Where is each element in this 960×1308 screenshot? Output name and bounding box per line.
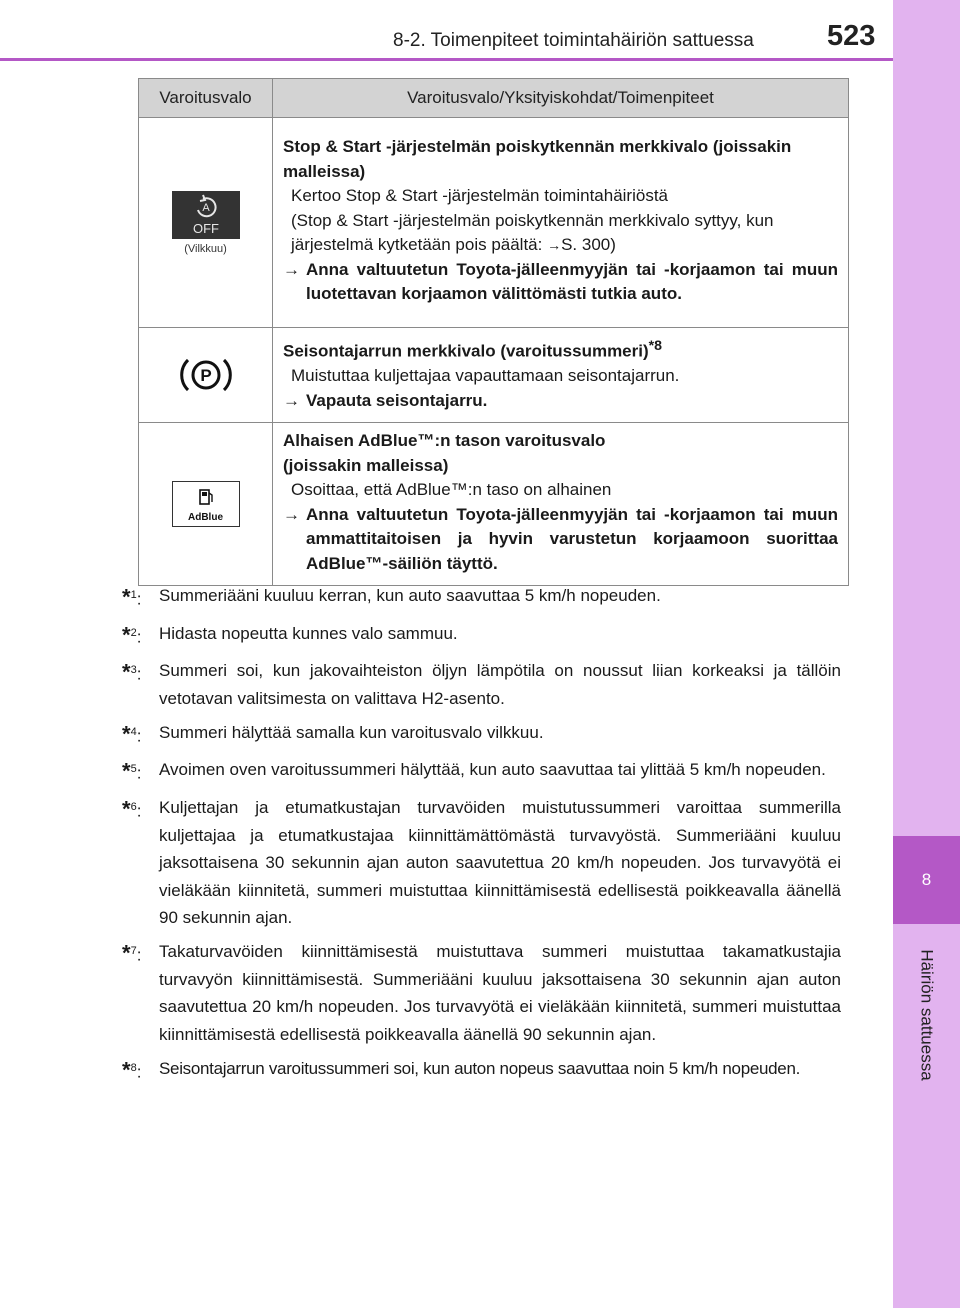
warning-light-table xyxy=(138,78,849,586)
footnote-marker: *$^1$: xyxy=(122,584,142,610)
description-cell xyxy=(273,423,849,586)
chapter-number-box xyxy=(893,836,960,924)
stop-start-off-label: OFF xyxy=(192,220,219,236)
footnote-text: Summeri soi, kun jakovaihteiston öljyn lämpötila on noussut liian korkeaksi ja tällöin vetotavan valitsimesta on valittava H2-asento. xyxy=(159,661,841,708)
footnote-text: Summeri hälyttää samalla kun varoitusvalo vilkkuu. xyxy=(159,722,544,742)
parking-brake-icon xyxy=(173,354,239,396)
footnote xyxy=(122,719,841,750)
row-action xyxy=(283,389,838,414)
description-cell xyxy=(273,118,849,328)
row-body: Muistuttaa kuljettajaa vapauttamaan seisontajarrun. xyxy=(291,366,680,386)
action-arrow-icon: → xyxy=(283,504,300,524)
footnote-marker: *$^7$: xyxy=(122,940,142,966)
action-text: Anna valtuutetun Toyota-jälleenmyyjän tai -korjaamon tai muun luotettavan korjaamon välittömästi tutkia auto. xyxy=(306,259,838,304)
footnote-marker: *$^5$: xyxy=(122,759,142,785)
footnote xyxy=(122,938,841,1048)
row-title-text: Seisontajarrun merkkivalo (varoitussummeri) xyxy=(283,341,649,361)
chapter-title-area xyxy=(893,930,960,1100)
icon-cell xyxy=(139,328,273,423)
fuel-pump-icon xyxy=(173,482,239,512)
footnote-text: Seisontajarrun varoitussummeri soi, kun auton nopeus saavuttaa noin 5 km/h nopeuden. xyxy=(159,1058,801,1078)
side-tab-band xyxy=(893,0,960,1308)
icon-note: (Vilkkuu) xyxy=(184,242,227,255)
footnote-marker: *$^2$: xyxy=(122,622,142,648)
parking-brake-letter: P xyxy=(199,366,212,386)
footnote xyxy=(122,582,841,613)
footnote xyxy=(122,1055,841,1086)
chapter-number: 8 xyxy=(921,870,932,889)
table-row xyxy=(139,118,849,328)
footnote-text: Summeriääni kuuluu kerran, kun auto saavuttaa 5 km/h nopeuden. xyxy=(159,586,661,605)
action-text: Anna valtuutetun Toyota-jälleenmyyjän tai -korjaamon tai muun ammattitaitoisen ja hyvin varustetun korjaamoon suorittaa AdBlue™-säiliön täyttö. xyxy=(306,504,838,573)
row-title: Alhaisen AdBlue™:n tason varoitusvalo xyxy=(283,431,606,451)
action-arrow-icon: → xyxy=(283,390,300,410)
page-reference: S. 300) xyxy=(561,235,616,255)
table-header-light: Varoitusvalo xyxy=(139,79,273,118)
adblue-level-icon xyxy=(172,481,240,527)
page-number: 523 xyxy=(827,20,876,52)
footnote-marker: *$^6$: xyxy=(122,796,142,822)
description-cell xyxy=(273,328,849,423)
footnote xyxy=(122,756,841,787)
icon-cell xyxy=(139,118,273,328)
footnotes xyxy=(122,582,841,1092)
footnote-marker: *$^8$: xyxy=(122,1057,142,1083)
header-divider xyxy=(0,58,893,61)
stop-start-off-icon-graphic xyxy=(172,191,240,239)
table-row xyxy=(139,423,849,586)
action-text: Vapauta seisontajarru. xyxy=(306,390,488,410)
footnote-text: Avoimen oven varoitussummeri hälyttää, kun auto saavuttaa tai ylittää 5 km/h nopeuden. xyxy=(159,760,826,780)
table-row xyxy=(139,328,849,423)
footnote-ref-number: 8 xyxy=(654,338,663,354)
chapter-title: Häiriön sattuessa xyxy=(917,949,937,1081)
row-title xyxy=(283,334,838,364)
footnote-text: Kuljettajan ja etumatkustajan turvavöiden muistutussummeri varoittaa summerilla kuljettajaa ja etumatkustajaa kiinnittämättömästä turvavyöstä. Summeriääni kuuluu jaksottaisena 30 sekunnin ajan auton saavutettua 20 km/h nopeuden. Jos turvavyötä ei vieläkään kiinnitetä, summeri muistuttaa kiinnittämisestä edellisestä poikkeavalla äänellä 90 sekunnin ajan. xyxy=(159,798,841,928)
adblue-label: AdBlue xyxy=(188,512,223,524)
footnote-text: Takaturvavöiden kiinnittämisestä muistuttava summeri muistuttaa takamatkustajia turvavyön kiinnittämisestä. Summeriääni kuuluu jaksottaisena 30 sekunnin ajan auton saavutettua 20 km/h nopeuden. Jos turvavyötä ei vieläkään kiinnitetä, summeri muistuttaa kiinnittämisestä edellisestä poikkeavalla äänellä 90 sekunnin ajan. xyxy=(159,942,841,1044)
action-arrow-icon: → xyxy=(283,259,300,279)
section-title: 8-2. Toimenpiteet toimintahäiriön sattuessa xyxy=(393,30,754,51)
table-header-details: Varoitusvalo/Yksityiskohdat/Toimenpiteet xyxy=(273,79,849,118)
svg-text:A: A xyxy=(201,201,210,214)
row-title: Stop & Start -järjestelmän poiskytkennän merkkivalo (joissakin malleissa) xyxy=(283,137,792,181)
row-body xyxy=(283,209,838,258)
row-body: Osoittaa, että AdBlue™:n taso on alhainen xyxy=(291,480,612,500)
row-action xyxy=(283,503,838,577)
footnote xyxy=(122,620,841,651)
footnote-marker: *$^3$: xyxy=(122,659,142,685)
icon-cell xyxy=(139,423,273,586)
row-title: (joissakin malleissa) xyxy=(283,455,449,475)
footnote-text: Hidasta nopeutta kunnes valo sammuu. xyxy=(159,623,458,643)
footnote-marker: *$^4$: xyxy=(122,721,142,747)
footnote-ref-star: * xyxy=(648,338,655,354)
row-action xyxy=(283,258,838,307)
reference-arrow-icon: → xyxy=(547,237,562,254)
row-body-text: (Stop & Start -järjestelmän poiskytkennän merkkivalo syttyy, kun järjestelmä kytketään pois päältä: xyxy=(291,210,774,255)
footnote xyxy=(122,794,841,932)
footnote xyxy=(122,657,841,712)
table-header-row xyxy=(139,79,849,118)
row-body: Kertoo Stop & Start -järjestelmän toimintahäiriöstä xyxy=(291,186,669,206)
stop-start-off-icon xyxy=(172,191,240,239)
